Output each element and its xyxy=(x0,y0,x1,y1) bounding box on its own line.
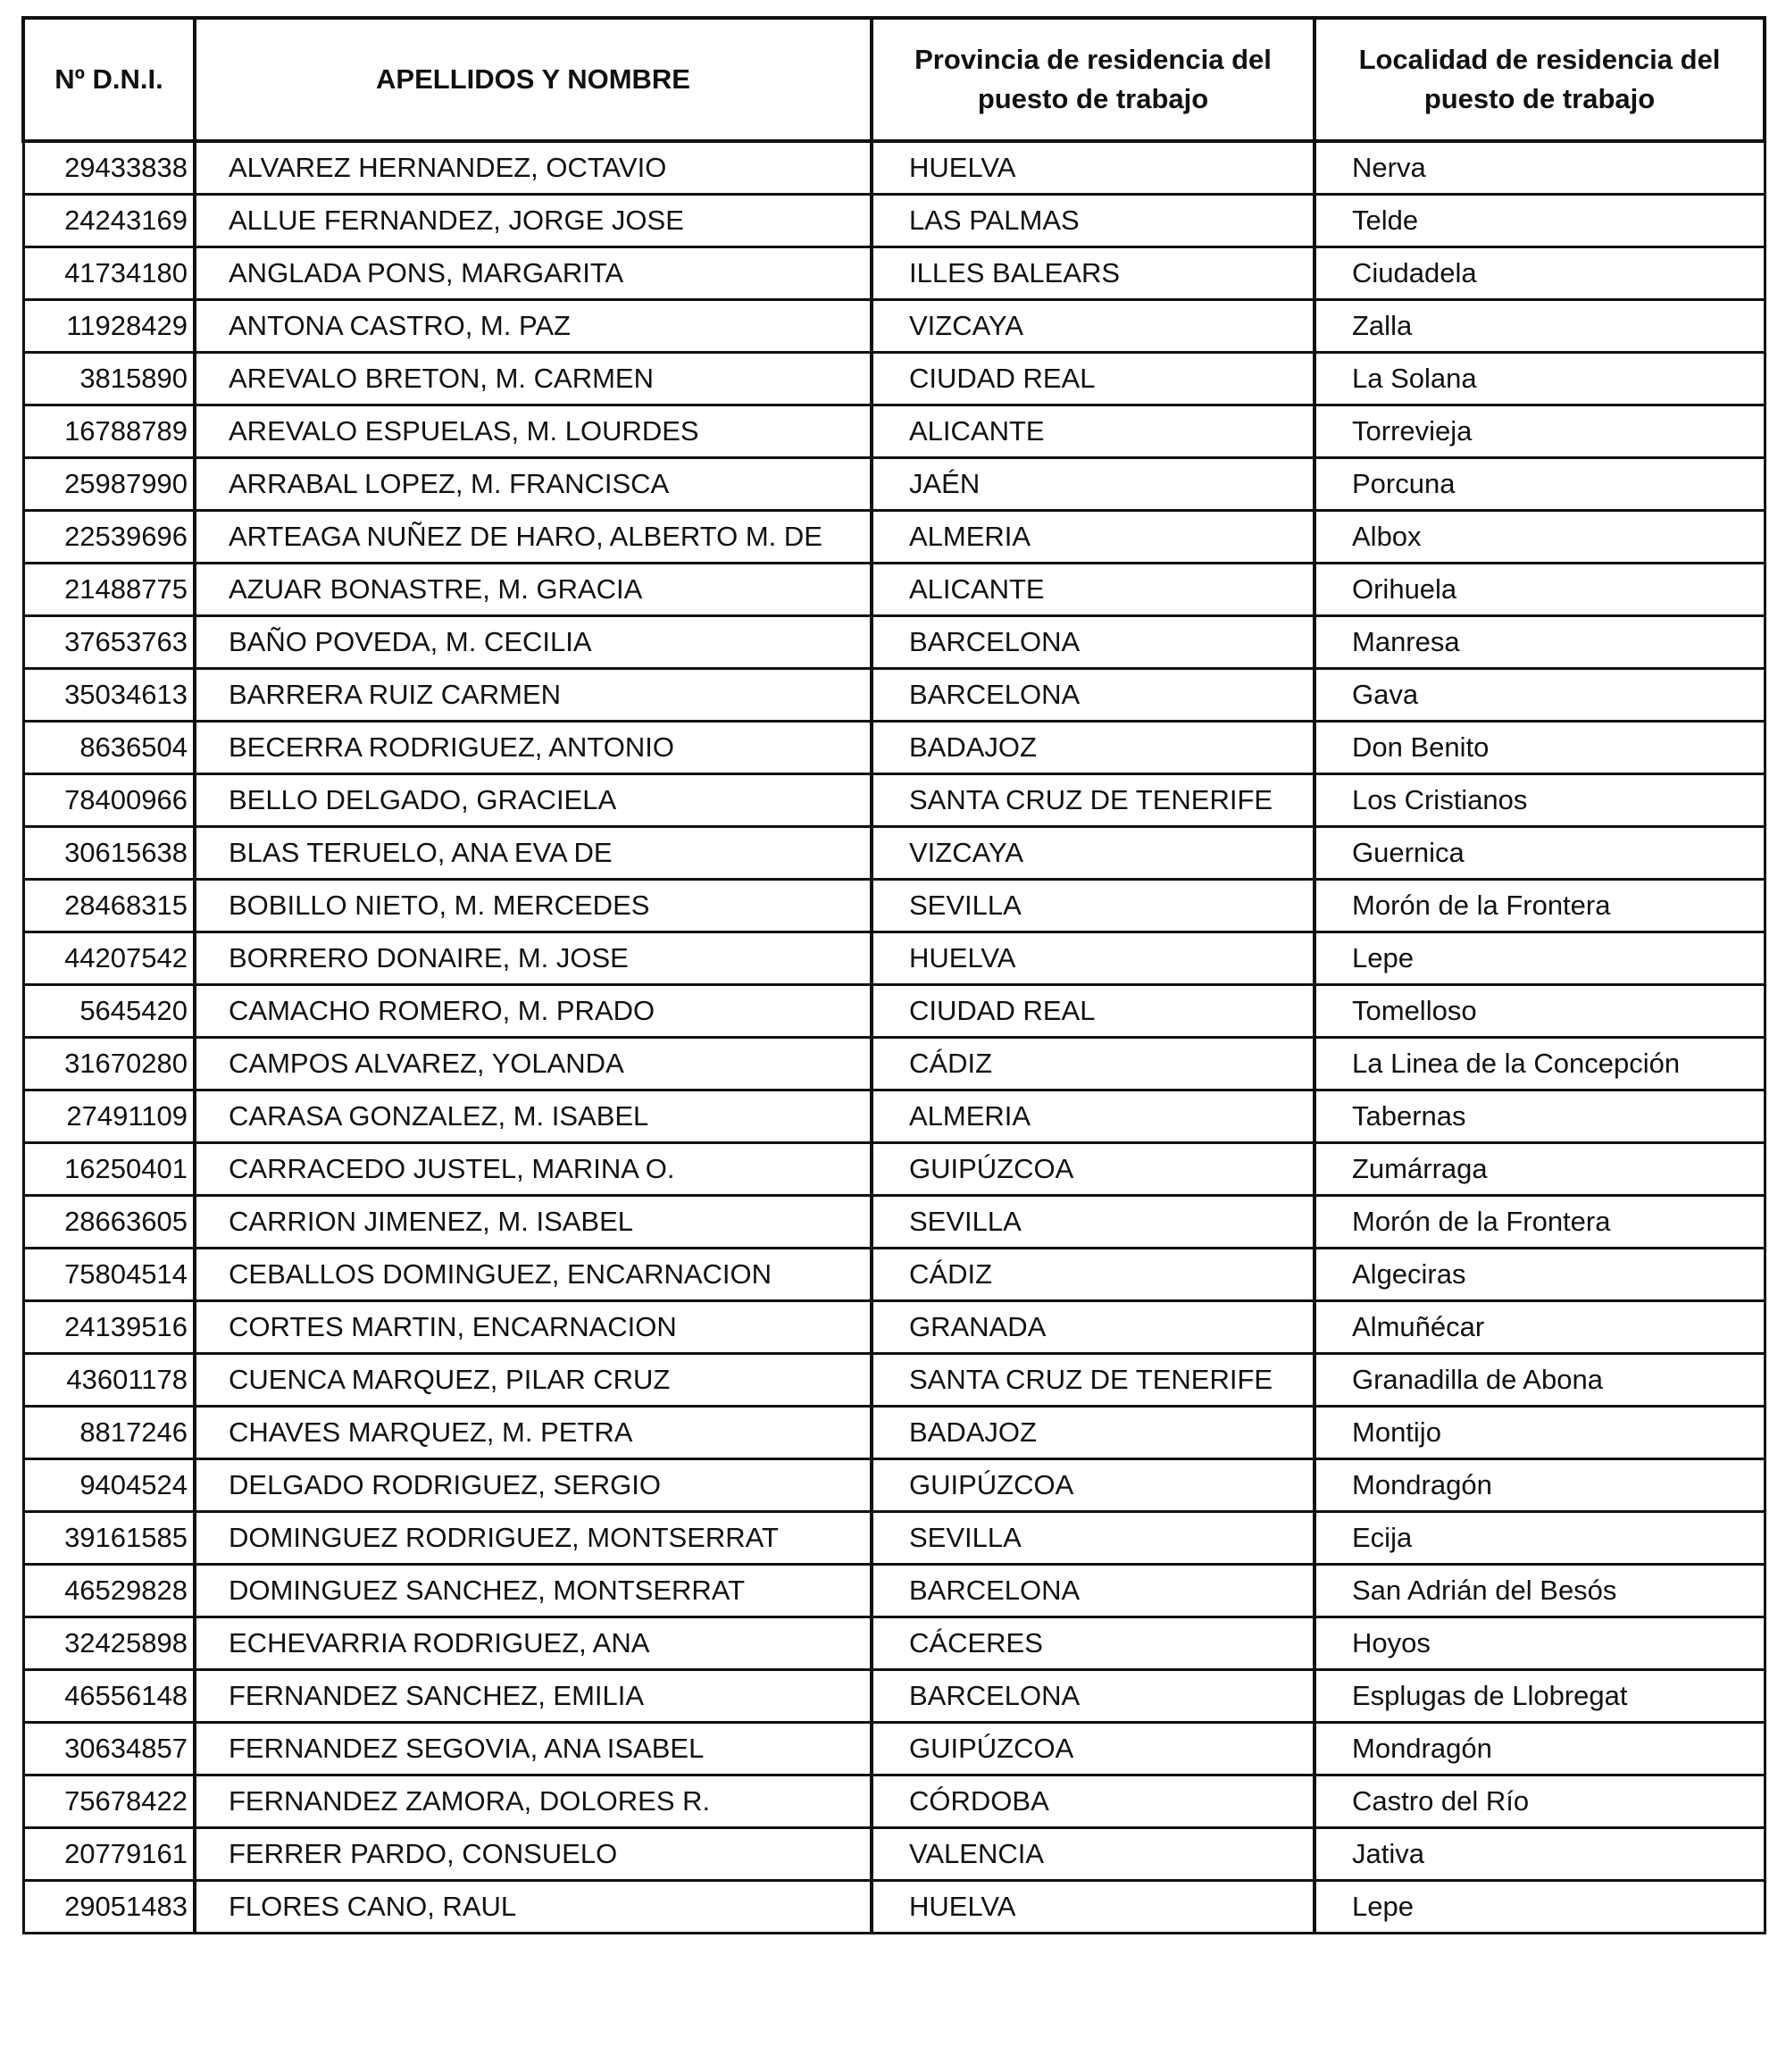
dni-cell: 16788789 xyxy=(23,405,195,458)
table-row xyxy=(23,1565,1765,1617)
table-row xyxy=(23,564,1765,616)
locality-cell: Torrevieja xyxy=(1314,405,1765,458)
province-cell: HUELVA xyxy=(872,141,1314,195)
province-cell: HUELVA xyxy=(872,932,1314,985)
table-row xyxy=(23,1881,1765,1934)
province-cell: ALMERIA xyxy=(872,511,1314,564)
province-cell: ALMERIA xyxy=(872,1090,1314,1143)
document-page xyxy=(21,16,1763,1934)
locality-cell: Esplugas de Llobregat xyxy=(1314,1670,1765,1723)
table-row xyxy=(23,616,1765,669)
name-cell: FLORES CANO, RAUL xyxy=(195,1881,872,1934)
table-body xyxy=(23,141,1765,1934)
province-cell: ILLES BALEARS xyxy=(872,247,1314,300)
dni-cell: 16250401 xyxy=(23,1143,195,1196)
table-row xyxy=(23,1617,1765,1670)
name-cell: FERRER PARDO, CONSUELO xyxy=(195,1828,872,1881)
dni-cell: 46556148 xyxy=(23,1670,195,1723)
table-row xyxy=(23,511,1765,564)
table-row xyxy=(23,1459,1765,1512)
dni-cell: 46529828 xyxy=(23,1565,195,1617)
header-dni: Nº D.N.I. xyxy=(23,18,195,141)
locality-cell: Manresa xyxy=(1314,616,1765,669)
header-province: Provincia de residencia del puesto de trabajo xyxy=(872,18,1314,141)
province-cell: BADAJOZ xyxy=(872,1407,1314,1459)
dni-cell: 43601178 xyxy=(23,1354,195,1407)
dni-cell: 35034613 xyxy=(23,669,195,722)
dni-cell: 25987990 xyxy=(23,458,195,511)
name-cell: CARRION JIMENEZ, M. ISABEL xyxy=(195,1196,872,1249)
province-cell: GRANADA xyxy=(872,1301,1314,1354)
table-row xyxy=(23,1249,1765,1301)
name-cell: ARTEAGA NUÑEZ DE HARO, ALBERTO M. DE xyxy=(195,511,872,564)
locality-cell: Tomelloso xyxy=(1314,985,1765,1038)
locality-cell: Don Benito xyxy=(1314,722,1765,774)
locality-cell: Mondragón xyxy=(1314,1459,1765,1512)
dni-cell: 3815890 xyxy=(23,353,195,405)
province-cell: CIUDAD REAL xyxy=(872,353,1314,405)
table-row xyxy=(23,300,1765,353)
table-row xyxy=(23,1775,1765,1828)
dni-cell: 29051483 xyxy=(23,1881,195,1934)
name-cell: BELLO DELGADO, GRACIELA xyxy=(195,774,872,827)
province-cell: CÓRDOBA xyxy=(872,1775,1314,1828)
dni-cell: 31670280 xyxy=(23,1038,195,1090)
province-cell: BARCELONA xyxy=(872,1670,1314,1723)
table-row xyxy=(23,1196,1765,1249)
dni-cell: 29433838 xyxy=(23,141,195,195)
table-row xyxy=(23,932,1765,985)
province-cell: SEVILLA xyxy=(872,1196,1314,1249)
locality-cell: Tabernas xyxy=(1314,1090,1765,1143)
locality-cell: Montijo xyxy=(1314,1407,1765,1459)
locality-cell: Nerva xyxy=(1314,141,1765,195)
table-row xyxy=(23,1670,1765,1723)
dni-cell: 24139516 xyxy=(23,1301,195,1354)
name-cell: AREVALO BRETON, M. CARMEN xyxy=(195,353,872,405)
name-cell: CARASA GONZALEZ, M. ISABEL xyxy=(195,1090,872,1143)
province-cell: GUIPÚZCOA xyxy=(872,1459,1314,1512)
name-cell: CAMACHO ROMERO, M. PRADO xyxy=(195,985,872,1038)
header-locality: Localidad de residencia del puesto de trabajo xyxy=(1314,18,1765,141)
name-cell: AREVALO ESPUELAS, M. LOURDES xyxy=(195,405,872,458)
locality-cell: Ecija xyxy=(1314,1512,1765,1565)
province-cell: ALICANTE xyxy=(872,405,1314,458)
name-cell: BECERRA RODRIGUEZ, ANTONIO xyxy=(195,722,872,774)
header-name: APELLIDOS Y NOMBRE xyxy=(195,18,872,141)
province-cell: LAS PALMAS xyxy=(872,195,1314,247)
table-row xyxy=(23,1354,1765,1407)
table-row xyxy=(23,458,1765,511)
table-row xyxy=(23,1407,1765,1459)
locality-cell: Hoyos xyxy=(1314,1617,1765,1670)
province-cell: GUIPÚZCOA xyxy=(872,1143,1314,1196)
table-row xyxy=(23,405,1765,458)
province-cell: CÁDIZ xyxy=(872,1038,1314,1090)
name-cell: ARRABAL LOPEZ, M. FRANCISCA xyxy=(195,458,872,511)
table-row xyxy=(23,1090,1765,1143)
table-row xyxy=(23,1723,1765,1775)
province-cell: CÁDIZ xyxy=(872,1249,1314,1301)
name-cell: BARRERA RUIZ CARMEN xyxy=(195,669,872,722)
province-cell: VALENCIA xyxy=(872,1828,1314,1881)
locality-cell: Lepe xyxy=(1314,932,1765,985)
dni-cell: 8636504 xyxy=(23,722,195,774)
table-row xyxy=(23,1828,1765,1881)
province-cell: BARCELONA xyxy=(872,616,1314,669)
dni-cell: 28663605 xyxy=(23,1196,195,1249)
province-cell: SANTA CRUZ DE TENERIFE xyxy=(872,774,1314,827)
dni-cell: 20779161 xyxy=(23,1828,195,1881)
name-cell: ECHEVARRIA RODRIGUEZ, ANA xyxy=(195,1617,872,1670)
locality-cell: Granadilla de Abona xyxy=(1314,1354,1765,1407)
dni-cell: 9404524 xyxy=(23,1459,195,1512)
dni-cell: 78400966 xyxy=(23,774,195,827)
locality-cell: Gava xyxy=(1314,669,1765,722)
locality-cell: Los Cristianos xyxy=(1314,774,1765,827)
name-cell: ANTONA CASTRO, M. PAZ xyxy=(195,300,872,353)
name-cell: DOMINGUEZ SANCHEZ, MONTSERRAT xyxy=(195,1565,872,1617)
province-cell: SANTA CRUZ DE TENERIFE xyxy=(872,1354,1314,1407)
locality-cell: Lepe xyxy=(1314,1881,1765,1934)
dni-cell: 32425898 xyxy=(23,1617,195,1670)
locality-cell: Jativa xyxy=(1314,1828,1765,1881)
dni-cell: 30634857 xyxy=(23,1723,195,1775)
locality-cell: Orihuela xyxy=(1314,564,1765,616)
locality-cell: Telde xyxy=(1314,195,1765,247)
locality-cell: Zumárraga xyxy=(1314,1143,1765,1196)
locality-cell: La Linea de la Concepción xyxy=(1314,1038,1765,1090)
table-row xyxy=(23,247,1765,300)
province-cell: CÁCERES xyxy=(872,1617,1314,1670)
table-row xyxy=(23,985,1765,1038)
dni-cell: 5645420 xyxy=(23,985,195,1038)
personnel-table xyxy=(21,16,1766,1934)
table-row xyxy=(23,353,1765,405)
dni-cell: 22539696 xyxy=(23,511,195,564)
province-cell: SEVILLA xyxy=(872,1512,1314,1565)
province-cell: BARCELONA xyxy=(872,1565,1314,1617)
table-row xyxy=(23,1301,1765,1354)
locality-cell: La Solana xyxy=(1314,353,1765,405)
dni-cell: 21488775 xyxy=(23,564,195,616)
table-row xyxy=(23,827,1765,880)
name-cell: BLAS TERUELO, ANA EVA DE xyxy=(195,827,872,880)
name-cell: DOMINGUEZ RODRIGUEZ, MONTSERRAT xyxy=(195,1512,872,1565)
table-row xyxy=(23,880,1765,932)
name-cell: CORTES MARTIN, ENCARNACION xyxy=(195,1301,872,1354)
locality-cell: Ciudadela xyxy=(1314,247,1765,300)
province-cell: SEVILLA xyxy=(872,880,1314,932)
locality-cell: Almuñécar xyxy=(1314,1301,1765,1354)
locality-cell: Castro del Río xyxy=(1314,1775,1765,1828)
province-cell: BARCELONA xyxy=(872,669,1314,722)
dni-cell: 11928429 xyxy=(23,300,195,353)
province-cell: HUELVA xyxy=(872,1881,1314,1934)
name-cell: CEBALLOS DOMINGUEZ, ENCARNACION xyxy=(195,1249,872,1301)
name-cell: DELGADO RODRIGUEZ, SERGIO xyxy=(195,1459,872,1512)
table-row xyxy=(23,1038,1765,1090)
dni-cell: 37653763 xyxy=(23,616,195,669)
table-row xyxy=(23,1512,1765,1565)
dni-cell: 24243169 xyxy=(23,195,195,247)
name-cell: CHAVES MARQUEZ, M. PETRA xyxy=(195,1407,872,1459)
name-cell: CARRACEDO JUSTEL, MARINA O. xyxy=(195,1143,872,1196)
table-row xyxy=(23,722,1765,774)
name-cell: ALVAREZ HERNANDEZ, OCTAVIO xyxy=(195,141,872,195)
dni-cell: 8817246 xyxy=(23,1407,195,1459)
name-cell: CUENCA MARQUEZ, PILAR CRUZ xyxy=(195,1354,872,1407)
name-cell: BOBILLO NIETO, M. MERCEDES xyxy=(195,880,872,932)
dni-cell: 28468315 xyxy=(23,880,195,932)
table-row xyxy=(23,1143,1765,1196)
province-cell: CIUDAD REAL xyxy=(872,985,1314,1038)
dni-cell: 27491109 xyxy=(23,1090,195,1143)
name-cell: ALLUE FERNANDEZ, JORGE JOSE xyxy=(195,195,872,247)
locality-cell: Morón de la Frontera xyxy=(1314,1196,1765,1249)
table-row xyxy=(23,141,1765,195)
locality-cell: San Adrián del Besós xyxy=(1314,1565,1765,1617)
dni-cell: 41734180 xyxy=(23,247,195,300)
dni-cell: 30615638 xyxy=(23,827,195,880)
dni-cell: 75804514 xyxy=(23,1249,195,1301)
name-cell: CAMPOS ALVAREZ, YOLANDA xyxy=(195,1038,872,1090)
province-cell: VIZCAYA xyxy=(872,827,1314,880)
name-cell: FERNANDEZ SEGOVIA, ANA ISABEL xyxy=(195,1723,872,1775)
locality-cell: Porcuna xyxy=(1314,458,1765,511)
locality-cell: Algeciras xyxy=(1314,1249,1765,1301)
locality-cell: Morón de la Frontera xyxy=(1314,880,1765,932)
province-cell: ALICANTE xyxy=(872,564,1314,616)
header-row xyxy=(23,18,1765,141)
name-cell: AZUAR BONASTRE, M. GRACIA xyxy=(195,564,872,616)
locality-cell: Guernica xyxy=(1314,827,1765,880)
name-cell: BORRERO DONAIRE, M. JOSE xyxy=(195,932,872,985)
province-cell: VIZCAYA xyxy=(872,300,1314,353)
locality-cell: Mondragón xyxy=(1314,1723,1765,1775)
dni-cell: 39161585 xyxy=(23,1512,195,1565)
locality-cell: Zalla xyxy=(1314,300,1765,353)
name-cell: ANGLADA PONS, MARGARITA xyxy=(195,247,872,300)
table-row xyxy=(23,669,1765,722)
locality-cell: Albox xyxy=(1314,511,1765,564)
table-row xyxy=(23,195,1765,247)
dni-cell: 44207542 xyxy=(23,932,195,985)
table-row xyxy=(23,774,1765,827)
dni-cell: 75678422 xyxy=(23,1775,195,1828)
name-cell: FERNANDEZ SANCHEZ, EMILIA xyxy=(195,1670,872,1723)
name-cell: BAÑO POVEDA, M. CECILIA xyxy=(195,616,872,669)
province-cell: JAÉN xyxy=(872,458,1314,511)
province-cell: BADAJOZ xyxy=(872,722,1314,774)
name-cell: FERNANDEZ ZAMORA, DOLORES R. xyxy=(195,1775,872,1828)
province-cell: GUIPÚZCOA xyxy=(872,1723,1314,1775)
